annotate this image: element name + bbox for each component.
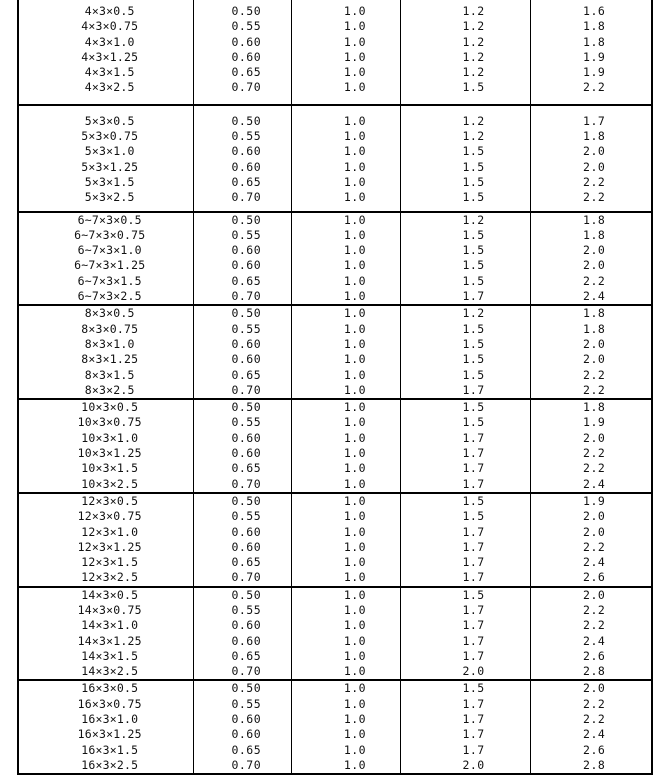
table-row xyxy=(19,383,651,398)
table-cell: 2.0 xyxy=(583,258,606,273)
table-cell: 0.55 xyxy=(231,19,262,34)
table-row xyxy=(19,144,651,159)
table-cell: 0.60 xyxy=(231,159,262,174)
table-row-group xyxy=(19,492,651,586)
table-cell: 10×3×0.75 xyxy=(77,415,142,430)
table-cell: 1.0 xyxy=(343,664,367,679)
table-row xyxy=(19,415,651,430)
table-cell: 2.2 xyxy=(583,618,606,633)
table-cell: 2.2 xyxy=(583,382,606,397)
table-cell: 1.0 xyxy=(343,129,367,144)
table-cell: 0.60 xyxy=(231,49,262,64)
table-cell: 1.0 xyxy=(343,539,367,554)
table-cell: 16×3×0.75 xyxy=(77,696,142,711)
table-cell: 2.0 xyxy=(583,430,606,445)
table-cell: 0.60 xyxy=(231,618,262,633)
table-cell: 0.65 xyxy=(231,742,262,757)
table-cell: 2.8 xyxy=(583,664,606,679)
table-cell: 2.4 xyxy=(583,633,606,648)
table-row xyxy=(19,258,651,273)
table-cell: 2.0 xyxy=(583,243,606,258)
table-cell: 1.7 xyxy=(462,570,485,585)
table-cell: 1.0 xyxy=(343,618,367,633)
table-cell: 1.7 xyxy=(462,696,485,711)
table-cell: 1.0 xyxy=(343,321,367,336)
table-cell: 1.0 xyxy=(343,400,367,415)
table-cell: 1.0 xyxy=(343,587,367,602)
table-cell: 1.9 xyxy=(583,415,606,430)
table-cell: 1.8 xyxy=(583,34,606,49)
table-row xyxy=(19,129,651,144)
table-cell: 1.0 xyxy=(343,430,367,445)
table-cell: 8×3×1.25 xyxy=(81,352,139,367)
table-cell: 12×3×1.25 xyxy=(77,539,142,554)
table-cell: 0.55 xyxy=(231,321,262,336)
table-cell: 0.60 xyxy=(231,336,262,351)
table-row xyxy=(19,160,651,175)
table-cell: 1.8 xyxy=(583,19,606,34)
table-cell: 0.70 xyxy=(231,757,262,772)
table-cell: 0.65 xyxy=(231,174,262,189)
table-row xyxy=(19,80,651,95)
table-cell: 1.0 xyxy=(343,461,367,476)
table-cell: 10×3×1.5 xyxy=(81,461,139,476)
table-cell: 2.0 xyxy=(583,144,606,159)
table-cell: 0.50 xyxy=(231,113,262,128)
table-row-group xyxy=(19,211,651,305)
table-cell: 0.60 xyxy=(231,430,262,445)
table-row xyxy=(19,697,651,712)
table-cell: 1.0 xyxy=(343,712,367,727)
table-cell: 2.6 xyxy=(583,742,606,757)
table-row xyxy=(19,35,651,50)
table-cell: 1.5 xyxy=(462,681,485,696)
table-row xyxy=(19,190,651,205)
table-cell: 1.7 xyxy=(462,461,485,476)
table-cell: 1.0 xyxy=(343,367,367,382)
table-cell: 10×3×1.0 xyxy=(81,430,139,445)
table-row xyxy=(19,727,651,742)
table-row xyxy=(19,274,651,289)
table-cell: 1.0 xyxy=(343,34,367,49)
table-row xyxy=(19,400,651,415)
table-cell: 0.50 xyxy=(231,306,262,321)
table-cell: 1.0 xyxy=(343,648,367,663)
table-cell: 1.0 xyxy=(343,258,367,273)
table-cell: 1.0 xyxy=(343,113,367,128)
table-cell: 1.2 xyxy=(462,306,485,321)
table-cell: 5×3×1.0 xyxy=(84,144,135,159)
table-row xyxy=(19,65,651,80)
table-cell: 2.0 xyxy=(583,159,606,174)
table-cell: 1.8 xyxy=(583,400,606,415)
table-row xyxy=(19,337,651,352)
table-row xyxy=(19,289,651,304)
table-cell: 12×3×0.5 xyxy=(81,493,139,508)
table-cell: 1.0 xyxy=(343,306,367,321)
table-cell: 1.0 xyxy=(343,570,367,585)
table-row xyxy=(19,114,651,129)
table-cell: 1.8 xyxy=(583,227,606,242)
table-cell: 0.55 xyxy=(231,509,262,524)
table-cell: 1.5 xyxy=(462,400,485,415)
table-cell: 16×3×1.25 xyxy=(77,727,142,742)
table-cell: 0.70 xyxy=(231,664,262,679)
table-cell: 1.9 xyxy=(583,65,606,80)
table-cell: 14×3×1.0 xyxy=(81,618,139,633)
table-row-group xyxy=(19,0,651,104)
table-row xyxy=(19,555,651,570)
table-row xyxy=(19,228,651,243)
table-cell: 2.2 xyxy=(583,446,606,461)
table-cell: 1.7 xyxy=(462,618,485,633)
table-cell: 1.7 xyxy=(462,539,485,554)
table-cell: 1.0 xyxy=(343,190,367,205)
table-row xyxy=(19,175,651,190)
table-cell: 0.70 xyxy=(231,570,262,585)
table-cell: 2.2 xyxy=(583,174,606,189)
table-cell: 12×3×1.0 xyxy=(81,524,139,539)
table-row xyxy=(19,446,651,461)
table-cell: 12×3×2.5 xyxy=(81,570,139,585)
table-row xyxy=(19,618,651,633)
spec-table xyxy=(17,0,653,775)
table-cell: 2.6 xyxy=(583,570,606,585)
table-row xyxy=(19,588,651,603)
table-cell: 1.7 xyxy=(462,712,485,727)
table-cell: 2.2 xyxy=(583,80,606,95)
table-cell: 1.8 xyxy=(583,321,606,336)
table-cell: 8×3×0.75 xyxy=(81,321,139,336)
table-cell: 0.65 xyxy=(231,367,262,382)
table-cell: 5×3×1.5 xyxy=(84,174,135,189)
table-cell: 1.5 xyxy=(462,415,485,430)
table-cell: 1.8 xyxy=(583,212,606,227)
table-cell: 1.7 xyxy=(462,602,485,617)
table-cell: 1.0 xyxy=(343,80,367,95)
table-cell: 0.50 xyxy=(231,587,262,602)
table-cell: 1.2 xyxy=(462,4,485,18)
table-row xyxy=(19,352,651,367)
table-cell: 0.70 xyxy=(231,80,262,95)
table-row xyxy=(19,50,651,65)
table-cell: 0.60 xyxy=(231,144,262,159)
table-cell: 1.0 xyxy=(343,727,367,742)
table-cell: 1.0 xyxy=(343,65,367,80)
table-cell: 10×3×2.5 xyxy=(81,476,139,491)
table-cell: 0.70 xyxy=(231,190,262,205)
table-cell: 1.0 xyxy=(343,742,367,757)
table-cell: 0.70 xyxy=(231,382,262,397)
table-cell: 1.0 xyxy=(343,159,367,174)
table-cell: 0.50 xyxy=(231,493,262,508)
table-cell: 1.5 xyxy=(462,321,485,336)
table-row xyxy=(19,461,651,476)
table-row-group xyxy=(19,304,651,398)
table-cell: 0.65 xyxy=(231,65,262,80)
table-row xyxy=(19,540,651,555)
table-row xyxy=(19,368,651,383)
table-row xyxy=(19,19,651,34)
table-cell: 1.6 xyxy=(583,4,606,18)
table-cell: 1.0 xyxy=(343,757,367,772)
table-cell: 0.55 xyxy=(231,696,262,711)
table-cell: 6~7×3×1.5 xyxy=(77,273,142,288)
table-cell: 14×3×1.25 xyxy=(77,633,142,648)
table-cell: 1.5 xyxy=(462,258,485,273)
table-cell: 0.55 xyxy=(231,415,262,430)
table-row xyxy=(19,712,651,727)
table-cell: 1.0 xyxy=(343,602,367,617)
table-cell: 1.2 xyxy=(462,49,485,64)
table-cell: 2.0 xyxy=(583,681,606,696)
table-row xyxy=(19,306,651,321)
table-cell: 0.60 xyxy=(231,258,262,273)
table-cell: 0.60 xyxy=(231,727,262,742)
table-row xyxy=(19,664,651,679)
table-cell: 10×3×1.25 xyxy=(77,446,142,461)
table-cell: 2.2 xyxy=(583,273,606,288)
table-cell: 0.50 xyxy=(231,4,262,18)
table-cell: 1.2 xyxy=(462,113,485,128)
table-cell: 2.4 xyxy=(583,727,606,742)
table-row xyxy=(19,525,651,540)
table-cell: 0.65 xyxy=(231,648,262,663)
table-cell: 16×3×1.5 xyxy=(81,742,139,757)
table-cell: 2.0 xyxy=(462,757,485,772)
table-cell: 1.8 xyxy=(583,129,606,144)
table-row xyxy=(19,4,651,19)
table-cell: 1.5 xyxy=(462,493,485,508)
table-cell: 1.0 xyxy=(343,227,367,242)
table-cell: 1.0 xyxy=(343,415,367,430)
table-cell: 1.7 xyxy=(462,648,485,663)
table-cell: 1.0 xyxy=(343,696,367,711)
table-cell: 0.70 xyxy=(231,476,262,491)
table-cell: 1.7 xyxy=(462,382,485,397)
table-cell: 4×3×0.75 xyxy=(81,19,139,34)
table-row-group xyxy=(19,679,651,773)
table-cell: 0.55 xyxy=(231,129,262,144)
table-cell: 2.2 xyxy=(583,190,606,205)
table-cell: 14×3×1.5 xyxy=(81,648,139,663)
table-cell: 16×3×0.5 xyxy=(81,681,139,696)
table-cell: 2.2 xyxy=(583,367,606,382)
table-cell: 0.60 xyxy=(231,539,262,554)
table-row xyxy=(19,494,651,509)
table-row xyxy=(19,603,651,618)
table-cell: 1.0 xyxy=(343,352,367,367)
table-cell: 0.65 xyxy=(231,461,262,476)
table-cell: 1.5 xyxy=(462,509,485,524)
table-cell: 2.0 xyxy=(583,336,606,351)
table-cell: 1.9 xyxy=(583,493,606,508)
table-cell: 4×3×1.25 xyxy=(81,49,139,64)
table-cell: 1.5 xyxy=(462,352,485,367)
table-cell: 4×3×0.5 xyxy=(84,4,135,18)
table-cell: 8×3×2.5 xyxy=(84,382,135,397)
table-cell: 2.2 xyxy=(583,539,606,554)
table-cell: 0.55 xyxy=(231,227,262,242)
table-cell: 1.7 xyxy=(462,633,485,648)
table-row xyxy=(19,758,651,773)
table-row-group xyxy=(19,586,651,680)
table-cell: 1.5 xyxy=(462,227,485,242)
table-cell: 5×3×0.75 xyxy=(81,129,139,144)
table-cell: 0.60 xyxy=(231,446,262,461)
table-cell: 1.7 xyxy=(583,113,606,128)
table-cell: 16×3×1.0 xyxy=(81,712,139,727)
table-cell: 2.2 xyxy=(583,602,606,617)
table-cell: 10×3×0.5 xyxy=(81,400,139,415)
table-cell: 1.0 xyxy=(343,243,367,258)
table-cell: 6~7×3×2.5 xyxy=(77,289,142,304)
table-cell: 1.0 xyxy=(343,49,367,64)
table-cell: 1.7 xyxy=(462,727,485,742)
table-cell: 2.0 xyxy=(583,352,606,367)
table-cell: 1.0 xyxy=(343,174,367,189)
table-cell: 0.60 xyxy=(231,352,262,367)
table-cell: 0.70 xyxy=(231,289,262,304)
table-cell: 2.4 xyxy=(583,289,606,304)
table-cell: 0.65 xyxy=(231,555,262,570)
table-cell: 2.0 xyxy=(583,524,606,539)
table-cell: 4×3×2.5 xyxy=(84,80,135,95)
table-row-group xyxy=(19,104,651,211)
table-cell: 8×3×0.5 xyxy=(84,306,135,321)
table-cell: 0.60 xyxy=(231,712,262,727)
table-cell: 2.4 xyxy=(583,555,606,570)
table-cell: 0.50 xyxy=(231,212,262,227)
table-cell: 8×3×1.0 xyxy=(84,336,135,351)
table-cell: 1.5 xyxy=(462,174,485,189)
table-cell: 1.2 xyxy=(462,65,485,80)
table-cell: 1.7 xyxy=(462,742,485,757)
table-cell: 0.60 xyxy=(231,524,262,539)
table-cell: 12×3×1.5 xyxy=(81,555,139,570)
table-cell: 2.8 xyxy=(583,757,606,772)
table-cell: 1.0 xyxy=(343,212,367,227)
table-cell: 1.7 xyxy=(462,524,485,539)
table-row xyxy=(19,431,651,446)
table-cell: 12×3×0.75 xyxy=(77,509,142,524)
table-cell: 2.0 xyxy=(583,509,606,524)
table-cell: 1.5 xyxy=(462,587,485,602)
table-cell: 0.50 xyxy=(231,400,262,415)
table-row xyxy=(19,243,651,258)
table-cell: 1.2 xyxy=(462,34,485,49)
table-cell: 4×3×1.5 xyxy=(84,65,135,80)
table-cell: 1.7 xyxy=(462,289,485,304)
table-cell: 1.2 xyxy=(462,212,485,227)
table-row xyxy=(19,743,651,758)
table-cell: 1.0 xyxy=(343,382,367,397)
table-cell: 1.7 xyxy=(462,476,485,491)
table-cell: 1.0 xyxy=(343,555,367,570)
table-cell: 6~7×3×1.25 xyxy=(74,258,146,273)
table-cell: 1.8 xyxy=(583,306,606,321)
table-cell: 16×3×2.5 xyxy=(81,757,139,772)
table-cell: 1.2 xyxy=(462,129,485,144)
table-cell: 0.60 xyxy=(231,34,262,49)
table-cell: 2.2 xyxy=(583,712,606,727)
table-cell: 1.0 xyxy=(343,446,367,461)
table-row xyxy=(19,570,651,585)
table-cell: 0.60 xyxy=(231,633,262,648)
table-cell: 1.0 xyxy=(343,4,367,18)
table-cell: 5×3×0.5 xyxy=(84,113,135,128)
table-cell: 1.0 xyxy=(343,289,367,304)
table-cell: 6~7×3×0.5 xyxy=(77,212,142,227)
table-cell: 0.50 xyxy=(231,681,262,696)
table-cell: 14×3×0.5 xyxy=(81,587,139,602)
table-cell: 1.0 xyxy=(343,336,367,351)
table-cell: 6~7×3×0.75 xyxy=(74,227,146,242)
table-cell: 1.0 xyxy=(343,681,367,696)
table-cell: 2.6 xyxy=(583,648,606,663)
table-row xyxy=(19,649,651,664)
table-cell: 1.5 xyxy=(462,367,485,382)
table-cell: 2.0 xyxy=(462,664,485,679)
table-cell: 1.2 xyxy=(462,19,485,34)
table-cell: 2.2 xyxy=(583,696,606,711)
table-cell: 14×3×2.5 xyxy=(81,664,139,679)
table-cell: 1.5 xyxy=(462,273,485,288)
table-cell: 6~7×3×1.0 xyxy=(77,243,142,258)
table-cell: 1.0 xyxy=(343,273,367,288)
table-cell: 1.0 xyxy=(343,493,367,508)
table-cell: 8×3×1.5 xyxy=(84,367,135,382)
table-cell: 1.5 xyxy=(462,243,485,258)
table-cell: 5×3×1.25 xyxy=(81,159,139,174)
table-cell: 1.5 xyxy=(462,80,485,95)
table-cell: 2.4 xyxy=(583,476,606,491)
table-cell: 0.65 xyxy=(231,273,262,288)
table-row xyxy=(19,509,651,524)
table-cell: 1.7 xyxy=(462,430,485,445)
table-cell: 1.5 xyxy=(462,336,485,351)
table-row xyxy=(19,634,651,649)
table-cell: 1.5 xyxy=(462,144,485,159)
table-cell: 1.5 xyxy=(462,190,485,205)
table-cell: 5×3×2.5 xyxy=(84,190,135,205)
table-cell: 1.7 xyxy=(462,555,485,570)
table-cell: 1.0 xyxy=(343,509,367,524)
table-cell: 1.5 xyxy=(462,159,485,174)
table-cell: 1.9 xyxy=(583,49,606,64)
table-row-group xyxy=(19,398,651,492)
table-row xyxy=(19,681,651,696)
table-row xyxy=(19,322,651,337)
table-cell: 1.0 xyxy=(343,524,367,539)
table-cell: 1.0 xyxy=(343,633,367,648)
table-cell: 2.0 xyxy=(583,587,606,602)
table-cell: 4×3×1.0 xyxy=(84,34,135,49)
table-cell: 1.0 xyxy=(343,19,367,34)
table-cell: 0.60 xyxy=(231,243,262,258)
table-cell: 2.2 xyxy=(583,461,606,476)
table-cell: 14×3×0.75 xyxy=(77,602,142,617)
table-cell: 1.0 xyxy=(343,476,367,491)
table-cell: 0.55 xyxy=(231,602,262,617)
table-cell: 1.0 xyxy=(343,144,367,159)
table-row xyxy=(19,477,651,492)
table-cell: 1.7 xyxy=(462,446,485,461)
table-row xyxy=(19,213,651,228)
